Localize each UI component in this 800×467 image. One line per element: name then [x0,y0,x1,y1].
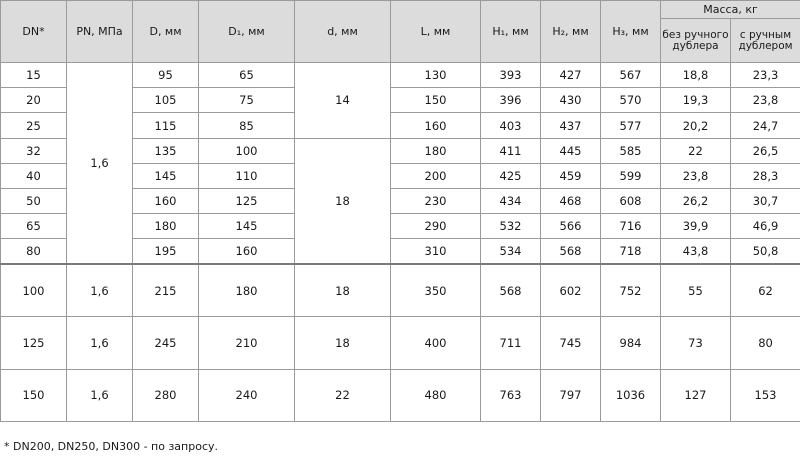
header-mass: Масса, кг [661,1,800,19]
cell-h3: 585 [601,138,661,163]
cell-d-outer: 245 [133,317,199,369]
cell-l: 480 [391,369,481,422]
cell-d-small: 18 [295,317,391,369]
cell-mass-with: 24,7 [731,113,800,138]
cell-mass-with: 46,9 [731,214,800,239]
cell-d-outer: 135 [133,138,199,163]
cell-d-outer: 215 [133,264,199,316]
header-l: L, мм [391,1,481,63]
header-dn: DN* [1,1,67,63]
cell-d-outer: 115 [133,113,199,138]
cell-h2: 602 [541,264,601,316]
header-d-small: d, мм [295,1,391,63]
cell-d-outer: 105 [133,88,199,113]
cell-l: 350 [391,264,481,316]
cell-d1: 85 [199,113,295,138]
header-d-outer: D, мм [133,1,199,63]
cell-h1: 711 [481,317,541,369]
cell-dn: 125 [1,317,67,369]
cell-h2: 468 [541,189,601,214]
cell-l: 400 [391,317,481,369]
cell-d-small: 18 [295,264,391,316]
cell-dn: 20 [1,88,67,113]
cell-l: 290 [391,214,481,239]
cell-mass-without: 73 [661,317,731,369]
cell-d-outer: 145 [133,163,199,188]
cell-h2: 566 [541,214,601,239]
header-h3: H₃, мм [601,1,661,63]
cell-l: 180 [391,138,481,163]
cell-h2: 459 [541,163,601,188]
cell-h1: 403 [481,113,541,138]
header-d1: D₁, мм [199,1,295,63]
cell-h1: 532 [481,214,541,239]
cell-mass-without: 43,8 [661,239,731,264]
cell-d1: 240 [199,369,295,422]
cell-mass-with: 28,3 [731,163,800,188]
cell-mass-with: 26,5 [731,138,800,163]
cell-h2: 445 [541,138,601,163]
cell-mass-without: 39,9 [661,214,731,239]
cell-h1: 396 [481,88,541,113]
cell-dn: 40 [1,163,67,188]
cell-d-outer: 95 [133,63,199,88]
cell-d1: 100 [199,138,295,163]
cell-mass-without: 22 [661,138,731,163]
cell-h1: 393 [481,63,541,88]
header-mass-with-doubler: с ручным дублером [731,19,800,63]
cell-mass-with: 23,3 [731,63,800,88]
cell-h2: 745 [541,317,601,369]
cell-mass-with: 153 [731,369,800,422]
cell-l: 160 [391,113,481,138]
cell-h1: 568 [481,264,541,316]
cell-dn: 15 [1,63,67,88]
cell-h1: 425 [481,163,541,188]
cell-dn: 80 [1,239,67,264]
cell-l: 150 [391,88,481,113]
cell-h1: 434 [481,189,541,214]
header-h2: H₂, мм [541,1,601,63]
cell-mass-with: 23,8 [731,88,800,113]
cell-d1: 145 [199,214,295,239]
cell-h2: 797 [541,369,601,422]
header-pn: PN, МПа [67,1,133,63]
cell-d1: 210 [199,317,295,369]
cell-h3: 570 [601,88,661,113]
cell-dn: 50 [1,189,67,214]
cell-mass-with: 30,7 [731,189,800,214]
header-mass-without-doubler: без ручного дублера [661,19,731,63]
cell-l: 310 [391,239,481,264]
cell-d1: 110 [199,163,295,188]
cell-mass-without: 26,2 [661,189,731,214]
table-body [1,63,800,422]
cell-h3: 1036 [601,369,661,422]
cell-mass-without: 127 [661,369,731,422]
cell-mass-without: 23,8 [661,163,731,188]
cell-d-small: 22 [295,369,391,422]
cell-h2: 437 [541,113,601,138]
table-row [1,369,800,422]
cell-pn: 1,6 [67,264,133,316]
cell-l: 200 [391,163,481,188]
table-row [1,317,800,369]
cell-h1: 534 [481,239,541,264]
cell-mass-with: 80 [731,317,800,369]
cell-h3: 984 [601,317,661,369]
cell-dn: 65 [1,214,67,239]
cell-mass-with: 62 [731,264,800,316]
cell-mass-without: 20,2 [661,113,731,138]
cell-dn: 150 [1,369,67,422]
cell-d-outer: 280 [133,369,199,422]
cell-mass-without: 19,3 [661,88,731,113]
cell-d-small-merged: 14 [295,63,391,139]
cell-mass-without: 55 [661,264,731,316]
header-h1: H₁, мм [481,1,541,63]
cell-d1: 75 [199,88,295,113]
cell-h1: 763 [481,369,541,422]
cell-mass-with: 50,8 [731,239,800,264]
cell-d1: 160 [199,239,295,264]
cell-h3: 577 [601,113,661,138]
cell-d-outer: 160 [133,189,199,214]
cell-h1: 411 [481,138,541,163]
cell-h2: 430 [541,88,601,113]
cell-dn: 25 [1,113,67,138]
footnote: * DN200, DN250, DN300 - по запросу. [4,440,218,453]
table-row [1,63,800,88]
cell-d1: 180 [199,264,295,316]
cell-d-outer: 195 [133,239,199,264]
cell-dn: 100 [1,264,67,316]
cell-d1: 65 [199,63,295,88]
cell-pn-merged: 1,6 [67,63,133,265]
cell-h3: 752 [601,264,661,316]
cell-h3: 718 [601,239,661,264]
cell-pn: 1,6 [67,317,133,369]
cell-pn: 1,6 [67,369,133,422]
cell-dn: 32 [1,138,67,163]
cell-d-small-merged: 18 [295,138,391,264]
table-row [1,264,800,316]
cell-l: 230 [391,189,481,214]
cell-h2: 427 [541,63,601,88]
cell-h3: 716 [601,214,661,239]
cell-h3: 608 [601,189,661,214]
cell-h3: 567 [601,63,661,88]
cell-h3: 599 [601,163,661,188]
cell-mass-without: 18,8 [661,63,731,88]
cell-l: 130 [391,63,481,88]
cell-d1: 125 [199,189,295,214]
cell-d-outer: 180 [133,214,199,239]
cell-h2: 568 [541,239,601,264]
